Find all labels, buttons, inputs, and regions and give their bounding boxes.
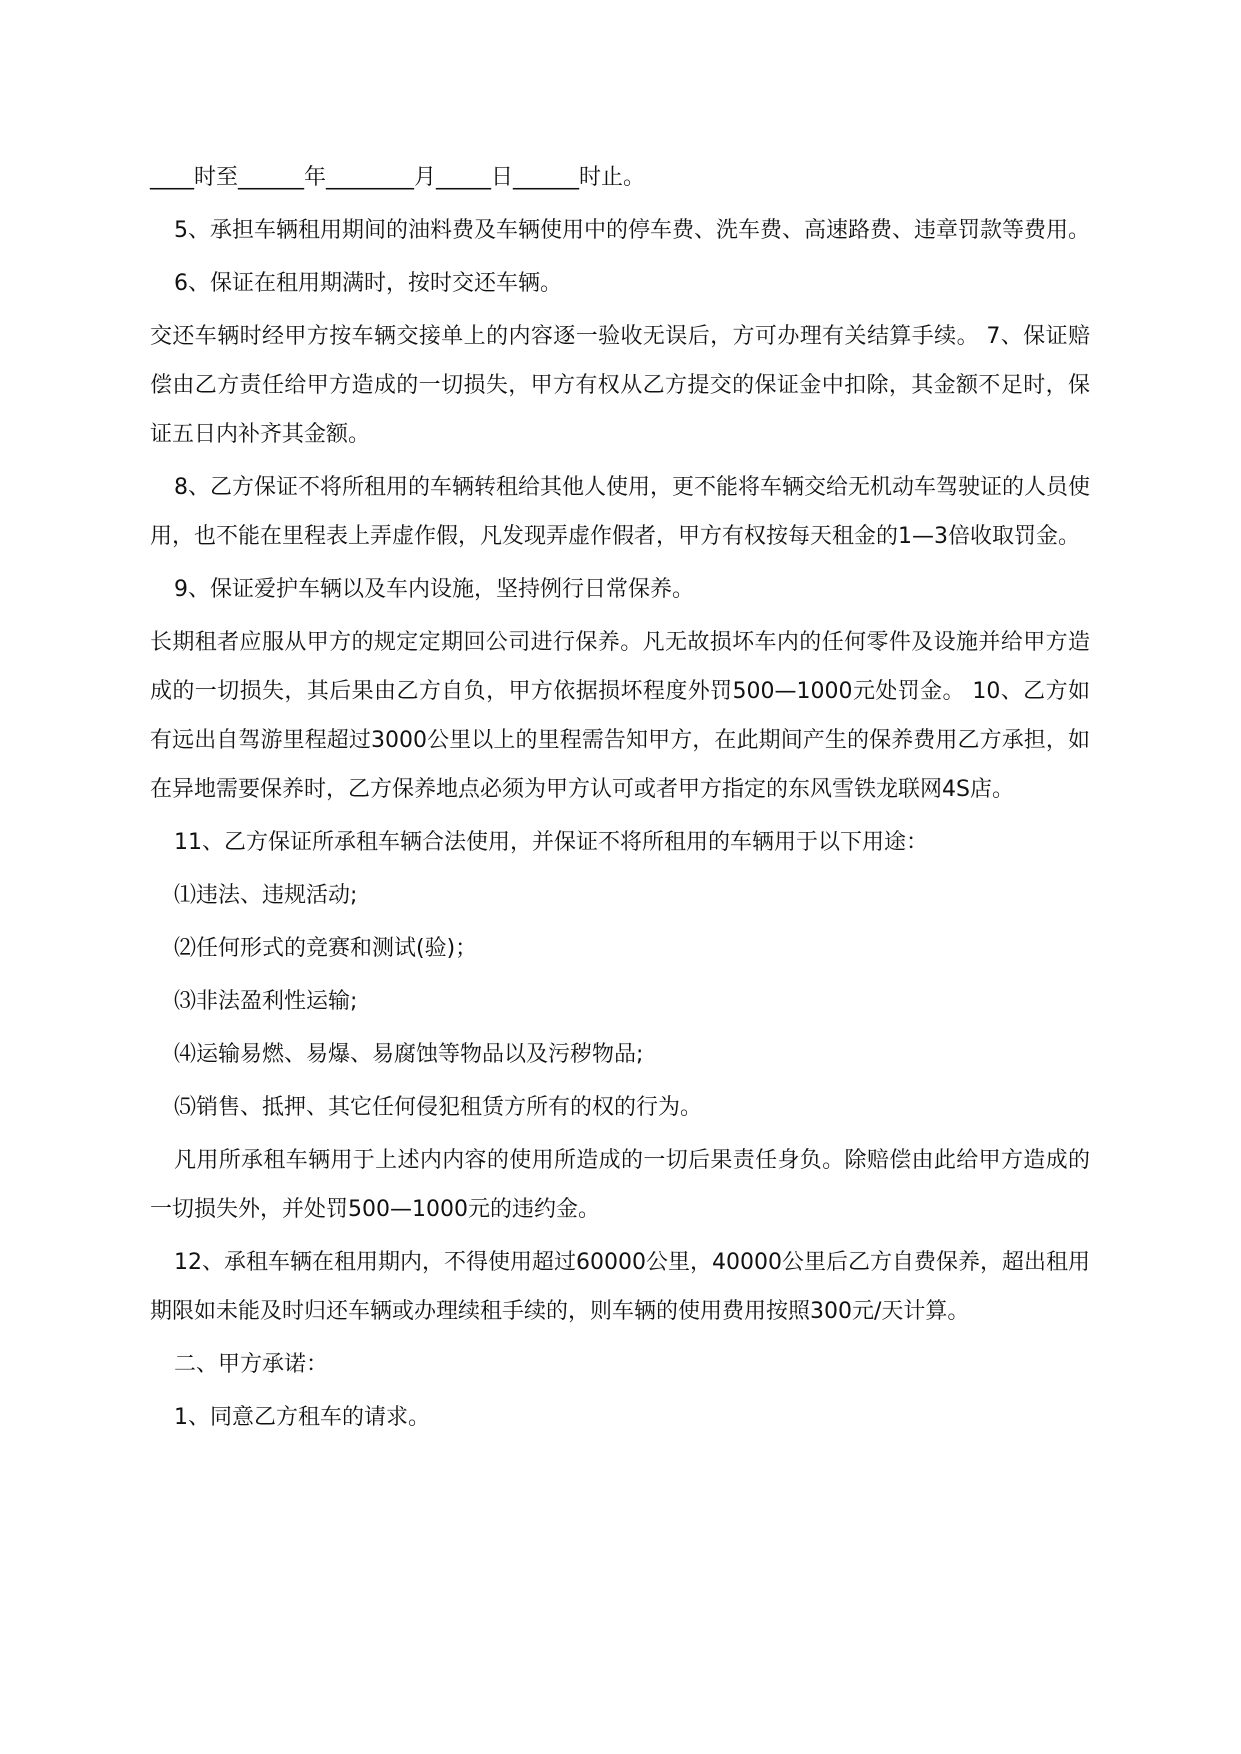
list-item-use-4: ⑷运输易燃、易爆、易腐蚀等物品以及污秽物品;: [174, 1042, 644, 1067]
paragraph-party-a-clause-1: 1、同意乙方租车的请求。: [174, 1405, 430, 1430]
paragraph-clause-6: 6、保证在租用期满时，按时交还车辆。: [174, 271, 562, 296]
paragraph-clause-8: 8、乙方保证不将所租用的车辆转租给其他人使用，更不能将车辆交给无机动车驾驶证的人员使用，也不能在里程表上弄虚作假，凡发现弄虚作假者，甲方有权按每天租金的1—3倍收取罚金。: [150, 475, 1091, 549]
paragraph-clause-11: 11、乙方保证所承租车辆合法使用，并保证不将所租用的车辆用于以下用途：: [174, 830, 928, 855]
paragraph-return-and-clause-7: 交还车辆时经甲方按车辆交接单上的内容逐一验收无误后，方可办理有关结算手续。 7、保证赔偿由乙方责任给甲方造成的一切损失，甲方有权从乙方提交的保证金中扣除，其金额不足时，保证五日内补齐其金额。: [150, 324, 1090, 447]
paragraph-liability: 凡用所承租车辆用于上述内内容的使用所造成的一切后果责任身负。除赔偿由此给甲方造成的一切损失外，并处罚500—1000元的违约金。: [150, 1148, 1090, 1222]
list-item-use-1: ⑴违法、违规活动;: [174, 883, 358, 908]
paragraph-clause-12: 12、承租车辆在租用期内，不得使用超过60000公里，40000公里后乙方自费保养，超出租用期限如未能及时归还车辆或办理续租手续的，则车辆的使用费用按照300元/天计算。: [150, 1250, 1090, 1324]
list-item-use-3: ⑶非法盈利性运输;: [174, 989, 358, 1014]
document-body: [150, 153, 1090, 1442]
list-item-use-2: ⑵任何形式的竞赛和测试(验)；: [174, 936, 478, 961]
list-item-use-5: ⑸销售、抵押、其它任何侵犯租赁方所有的权的行为。: [174, 1095, 703, 1120]
paragraph-clause-9: 9、保证爱护车辆以及车内设施，坚持例行日常保养。: [174, 577, 694, 602]
paragraph-rental-period-end: ____时至______年________月_____日______时止。: [150, 165, 646, 190]
paragraph-maintenance-and-clause-10: 长期租者应服从甲方的规定定期回公司进行保养。凡无故损坏车内的任何零件及设施并给甲方造成的一切损失，其后果由乙方自负，甲方依据损坏程度外罚500—1000元处罚金。 10、乙方如有远出自驾游里程超过3000公里以上的里程需告知甲方，在此期间产生的保养费用乙方承担，如在异地需要保养时，乙方保养地点必须为甲方认可或者甲方指定的东风雪铁龙联网4S店。: [150, 630, 1090, 802]
section-heading-party-a: 二、甲方承诺：: [174, 1352, 329, 1377]
paragraph-clause-5: 5、承担车辆租用期间的油料费及车辆使用中的停车费、洗车费、高速路费、违章罚款等费用。: [174, 218, 1091, 243]
